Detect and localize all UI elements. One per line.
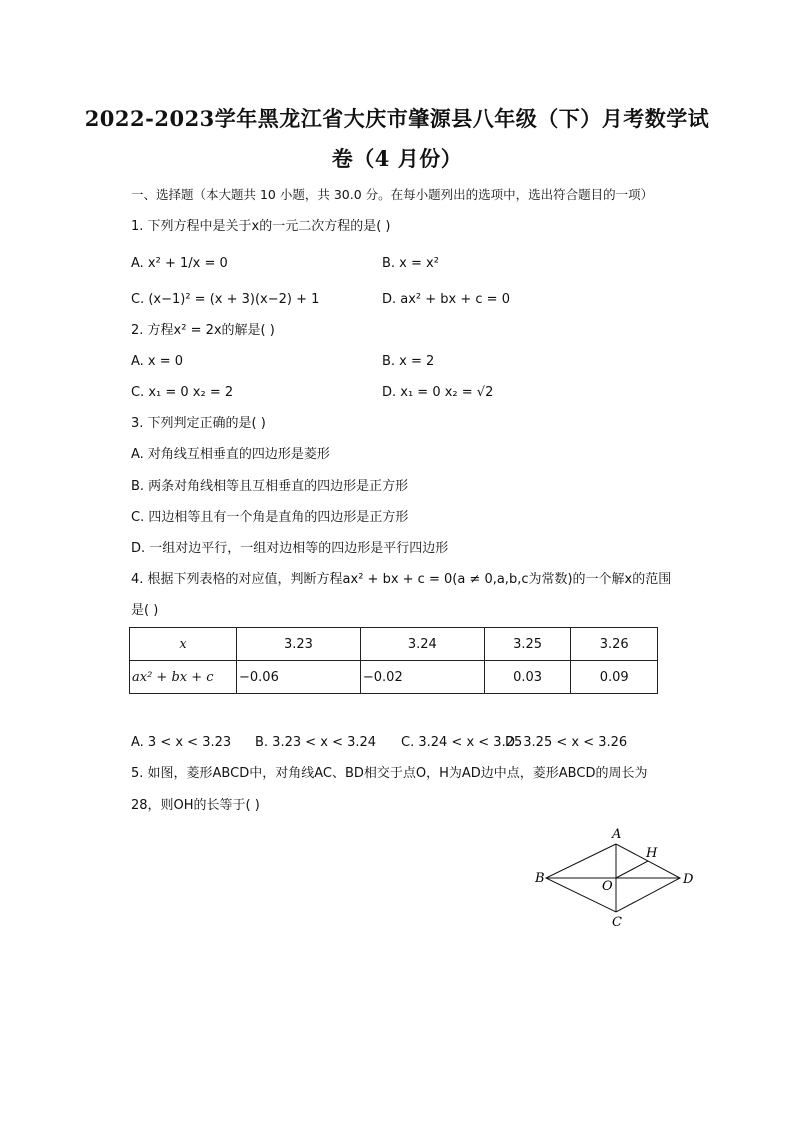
label-c: C [612,915,622,930]
table-row [130,628,658,661]
q3-stem: 3. 下列判定正确的是( ) [131,416,266,431]
q2-option-b: B. x = 2 [382,354,435,369]
table-cell: x [130,628,237,661]
section-heading: 一、选择题（本大题共 10 小题，共 30.0 分。在每小题列出的选项中，选出符合题目的一项） [131,187,654,202]
label-b: B [535,871,545,886]
q4-value-table [129,627,658,694]
label-d: D [683,872,694,887]
table-cell: 0.03 [484,661,571,694]
table-cell: −0.06 [237,661,361,694]
table-cell: 3.24 [360,628,484,661]
q3-option-c: C. 四边相等且有一个角是直角的四边形是正方形 [131,510,409,525]
rhombus-figure [528,822,708,932]
q4-option-a: A. 3 < x < 3.23 [131,735,232,750]
q2-option-c: C. x₁ = 0 x₂ = 2 [131,385,234,400]
table-cell: 3.25 [484,628,571,661]
q1-option-b: B. x = x² [382,256,439,271]
q4-option-b: B. 3.23 < x < 3.24 [255,735,377,750]
table-cell: −0.02 [360,661,484,694]
segment-oh [616,861,648,878]
q2-option-d: D. x₁ = 0 x₂ = √2 [382,385,494,400]
q1-option-d: D. ax² + bx + c = 0 [382,292,510,307]
q4-stem-line1: 4. 根据下列表格的对应值，判断方程ax² + bx + c = 0(a ≠ 0,a,b,c为常数)的一个解x的范围 [131,572,672,587]
q3-option-b: B. 两条对角线相等且互相垂直的四边形是正方形 [131,479,409,494]
exam-title-line1: 2022-2023学年黑龙江省大庆市肇源县八年级（下）月考数学试 [84,106,710,131]
q1-option-c: C. (x−1)² = (x + 3)(x−2) + 1 [131,292,320,307]
table-cell: ax² + bx + c [130,661,237,694]
q5-stem-line2: 28，则OH的长等于( ) [131,798,260,813]
q3-option-a: A. 对角线互相垂直的四边形是菱形 [131,447,330,462]
q4-options [131,734,627,752]
label-a: A [612,827,622,842]
q4-option-c: C. 3.24 < x < 3.25 [401,735,523,750]
exam-title-line2: 卷（4 月份） [331,146,463,171]
table-row [130,661,658,694]
q5-stem-line1: 5. 如图，菱形ABCD中，对角线AC、BD相交于点O，H为AD边中点，菱形ABCD的周长为 [131,766,648,781]
q4-option-d: D. 3.25 < x < 3.26 [505,735,628,750]
q3-option-d: D. 一组对边平行，一组对边相等的四边形是平行四边形 [131,541,449,556]
label-h: H [646,846,658,861]
q4-stem-line2: 是( ) [131,603,159,618]
table-cell: 0.09 [571,661,658,694]
q1-option-a: A. x² + 1/x = 0 [131,256,228,271]
q1-stem: 1. 下列方程中是关于x的一元二次方程的是( ) [131,219,391,234]
table-cell: 3.26 [571,628,658,661]
q2-option-a: A. x = 0 [131,354,184,369]
table-cell: 3.23 [237,628,361,661]
q2-stem: 2. 方程x² = 2x的解是( ) [131,323,275,338]
label-o: O [602,879,613,894]
